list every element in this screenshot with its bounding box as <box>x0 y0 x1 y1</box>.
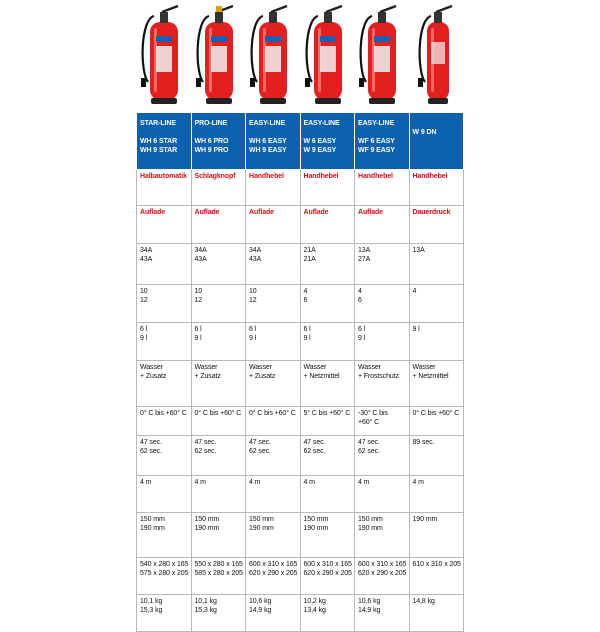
spec-value: 14,8 kg <box>412 598 435 605</box>
spec-value: 15,3 kg <box>140 607 163 614</box>
spec-value: 10,6 kg <box>358 598 381 605</box>
label-icon <box>156 36 172 42</box>
spec-cell <box>355 323 410 361</box>
fire-extinguisher-icon <box>300 2 354 110</box>
spec-value: 4 m <box>249 479 261 486</box>
spec-value: 190 mm <box>303 525 329 532</box>
spec-value: 10,1 kg <box>140 598 163 605</box>
lever-icon <box>162 6 178 12</box>
spec-value: 4 m <box>412 479 424 486</box>
spec-cell <box>246 407 301 436</box>
spec-cell <box>246 206 301 244</box>
spec-value: 550 x 280 x 165 <box>194 561 243 568</box>
spec-value: 62 sec. <box>303 448 326 455</box>
spec-value: Wasser <box>412 364 436 371</box>
spec-cell <box>300 513 355 558</box>
spec-value: 6 l <box>358 326 366 333</box>
spec-value: Wasser <box>140 364 163 371</box>
lever-icon <box>380 6 396 12</box>
spec-value: 10,1 kg <box>194 598 217 605</box>
spec-value: Auflade <box>358 209 383 216</box>
spec-row <box>137 285 464 323</box>
spec-row <box>137 407 464 436</box>
fire-extinguisher-icon <box>191 2 245 110</box>
spec-value: 0° C bis +60° C <box>412 410 460 417</box>
spec-value: 13,4 kg <box>303 607 326 614</box>
lever-icon <box>271 6 287 12</box>
spec-value: 190 mm <box>140 525 165 532</box>
fire-extinguisher-icon <box>136 2 190 110</box>
spec-value: 10 <box>140 288 148 295</box>
valve-icon <box>434 12 442 23</box>
model-label: W 9 DN <box>412 129 437 136</box>
product-line-label: EASY-LINE <box>358 120 395 127</box>
spec-row <box>137 361 464 407</box>
spec-row <box>137 436 464 476</box>
valve-icon <box>269 12 277 23</box>
spec-value: 190 mm <box>194 525 220 532</box>
spec-value: 150 mm <box>194 516 220 523</box>
spec-value: Schlagknopf <box>194 173 236 180</box>
spec-value: +60° C <box>358 419 380 426</box>
spec-cell <box>137 323 192 361</box>
spec-value: 4 <box>358 288 362 295</box>
spec-cell <box>409 558 464 595</box>
spec-value: 34A <box>249 247 262 254</box>
spec-value: Handhebel <box>358 173 393 180</box>
spec-cell <box>137 285 192 323</box>
spec-cell <box>300 323 355 361</box>
spec-value: 47 sec. <box>194 439 217 446</box>
spec-cell <box>137 595 192 632</box>
spec-value: 10 <box>194 288 203 295</box>
fire-extinguisher-icon <box>409 2 463 110</box>
knob-icon <box>216 6 222 12</box>
model-label: WH 9 STAR <box>140 147 178 154</box>
product-line-label: EASY-LINE <box>249 120 286 127</box>
spec-value: 62 sec. <box>249 448 271 455</box>
fire-extinguisher-icon <box>354 2 408 110</box>
spec-value: 12 <box>194 297 203 304</box>
model-label: WH 6 STAR <box>140 138 178 145</box>
spec-row <box>137 206 464 244</box>
nozzle-icon <box>141 78 146 87</box>
spec-value: 62 sec. <box>140 448 162 455</box>
spec-value: Auflade <box>249 209 274 216</box>
spec-value: 190 mm <box>249 525 274 532</box>
model-label: W 6 EASY <box>303 138 337 145</box>
spec-value: Wasser <box>194 364 218 371</box>
spec-row <box>137 170 464 206</box>
spec-value: 34A <box>140 247 153 254</box>
spec-cell <box>191 558 246 595</box>
model-label: WH 9 EASY <box>249 147 287 154</box>
spec-cell <box>409 595 464 632</box>
spec-value: 4 m <box>194 479 206 486</box>
model-label: W 9 EASY <box>303 147 337 154</box>
spec-cell <box>191 244 246 285</box>
header-cell <box>355 113 410 170</box>
spec-value: -30° C bis <box>358 410 388 417</box>
spec-cell <box>355 558 410 595</box>
spec-value: + Netzmittel <box>412 373 449 380</box>
fire-extinguisher-icon <box>300 2 354 110</box>
spec-cell <box>246 558 301 595</box>
base-icon <box>151 98 177 104</box>
spec-cell <box>300 206 355 244</box>
product-line-label: EASY-LINE <box>303 120 340 127</box>
spec-cell <box>246 361 301 407</box>
spec-value: 47 sec. <box>358 439 380 446</box>
spec-cell <box>137 513 192 558</box>
spec-cell <box>137 558 192 595</box>
spec-cell <box>300 285 355 323</box>
spec-cell <box>246 170 301 206</box>
spec-value: 620 x 290 x 205 <box>303 570 352 577</box>
spec-cell <box>355 476 410 513</box>
product-line-label: STAR-LINE <box>140 120 176 127</box>
label-icon <box>374 36 390 42</box>
spec-value: 610 x 310 x 205 <box>412 561 461 568</box>
label-icon <box>211 36 227 42</box>
model-label: WF 6 EASY <box>358 138 395 145</box>
spec-value: 6 <box>303 297 308 304</box>
spec-cell <box>137 407 192 436</box>
spec-table <box>136 112 464 632</box>
spec-cell <box>300 558 355 595</box>
spec-value: 9 l <box>412 326 420 333</box>
fire-extinguisher-icon <box>245 2 299 110</box>
model-label: WH 6 PRO <box>194 138 229 145</box>
spec-value: 575 x 280 x 205 <box>140 570 189 577</box>
spec-value: 0° C bis +60° C <box>194 410 242 417</box>
instructions-icon <box>265 46 281 72</box>
spec-value: 150 mm <box>140 516 165 523</box>
spec-value: 12 <box>140 297 148 304</box>
nozzle-icon <box>418 78 423 87</box>
base-icon <box>206 98 232 104</box>
spec-cell <box>409 407 464 436</box>
spec-value: 150 mm <box>249 516 274 523</box>
spec-value: 47 sec. <box>140 439 162 446</box>
spec-cell <box>355 595 410 632</box>
spec-cell <box>355 513 410 558</box>
spec-value: 13A <box>358 247 371 254</box>
valve-icon <box>378 12 386 23</box>
spec-value: + Zusatz <box>194 373 221 380</box>
base-icon <box>315 98 341 104</box>
spec-row <box>137 244 464 285</box>
spec-value: 10 <box>249 288 257 295</box>
extinguisher-image-row <box>136 0 463 112</box>
spec-cell <box>137 436 192 476</box>
spec-cell <box>191 206 246 244</box>
spec-value: Handhebel <box>303 173 339 180</box>
spec-value: 4 <box>303 288 308 295</box>
valve-icon <box>215 12 223 23</box>
nozzle-icon <box>250 78 255 87</box>
spec-row <box>137 323 464 361</box>
spec-value: Auflade <box>140 209 165 216</box>
nozzle-icon <box>359 78 364 87</box>
spec-value: 14,9 kg <box>358 607 381 614</box>
spec-cell <box>191 513 246 558</box>
model-label: WH 9 PRO <box>194 147 229 154</box>
spec-cell <box>409 436 464 476</box>
spec-cell <box>409 285 464 323</box>
spec-value: 62 sec. <box>194 448 217 455</box>
spec-cell <box>409 476 464 513</box>
product-line-label: PRO-LINE <box>194 120 228 127</box>
spec-value: Wasser <box>249 364 272 371</box>
spec-value: 6 l <box>194 326 202 333</box>
spec-cell <box>137 361 192 407</box>
spec-value: Halbautomatik <box>140 173 187 180</box>
spec-value: Auflade <box>303 209 329 216</box>
spec-value: 13A <box>412 247 425 254</box>
spec-row <box>137 558 464 595</box>
spec-value: 540 x 280 x 165 <box>140 561 189 568</box>
spec-cell <box>300 595 355 632</box>
spec-cell <box>191 436 246 476</box>
spec-value: 4 <box>412 288 417 295</box>
spec-row <box>137 476 464 513</box>
lever-icon <box>436 6 452 12</box>
spec-cell <box>355 206 410 244</box>
spec-cell <box>137 244 192 285</box>
spec-cell <box>409 244 464 285</box>
spec-row <box>137 513 464 558</box>
spec-value: + Frostschutz <box>358 373 399 380</box>
nozzle-icon <box>305 78 310 87</box>
spec-value: 12 <box>249 297 257 304</box>
spec-cell <box>191 595 246 632</box>
fire-extinguisher-icon <box>191 2 245 110</box>
spec-value: 6 l <box>249 326 257 333</box>
spec-value: 190 mm <box>358 525 383 532</box>
instructions-icon <box>374 46 390 72</box>
spec-value: 5° C bis +60° C <box>303 410 351 417</box>
spec-cell <box>409 361 464 407</box>
lever-icon <box>326 6 342 12</box>
instructions-icon <box>320 46 336 72</box>
header-cell <box>409 113 464 170</box>
spec-value: + Zusatz <box>140 373 167 380</box>
model-label: WH 6 EASY <box>249 138 287 145</box>
spec-cell <box>355 170 410 206</box>
valve-icon <box>160 12 168 23</box>
spec-value: 9 l <box>303 335 311 342</box>
fire-extinguisher-icon <box>136 2 190 110</box>
spec-cell <box>137 206 192 244</box>
instructions-icon <box>211 46 227 72</box>
spec-value: Wasser <box>358 364 381 371</box>
fire-extinguisher-icon <box>409 2 463 110</box>
spec-cell <box>300 170 355 206</box>
spec-value: 21A <box>303 256 316 263</box>
instructions-icon <box>431 42 445 64</box>
spec-cell <box>300 244 355 285</box>
spec-value: 150 mm <box>303 516 329 523</box>
spec-value: 9 l <box>249 335 257 342</box>
header-cell <box>246 113 301 170</box>
base-icon <box>260 98 286 104</box>
spec-value: 9 l <box>194 335 202 342</box>
spec-value: 14,9 kg <box>249 607 272 614</box>
fire-extinguisher-icon <box>245 2 299 110</box>
spec-cell <box>355 361 410 407</box>
spec-value: 43A <box>249 256 262 263</box>
header-cell <box>300 113 355 170</box>
spec-value: 47 sec. <box>303 439 326 446</box>
spec-cell <box>137 476 192 513</box>
spec-value: 27A <box>358 256 371 263</box>
header-row <box>137 113 464 170</box>
spec-cell <box>300 436 355 476</box>
spec-value: 6 <box>358 297 362 304</box>
spec-value: 9 l <box>140 335 148 342</box>
spec-value: 6 l <box>303 326 311 333</box>
spec-cell <box>300 407 355 436</box>
spec-value: 89 sec. <box>412 439 435 446</box>
spec-cell <box>355 407 410 436</box>
spec-value: 47 sec. <box>249 439 271 446</box>
spec-cell <box>409 513 464 558</box>
spec-cell <box>191 170 246 206</box>
spec-value: 4 m <box>140 479 152 486</box>
model-label: WF 9 EASY <box>358 147 395 154</box>
spec-value: Auflade <box>194 209 220 216</box>
spec-cell <box>355 244 410 285</box>
spec-cell <box>300 361 355 407</box>
spec-value: 10,2 kg <box>303 598 326 605</box>
spec-cell <box>409 206 464 244</box>
spec-value: 4 m <box>303 479 315 486</box>
label-icon <box>320 36 336 42</box>
spec-value: 62 sec. <box>358 448 380 455</box>
spec-value: + Zusatz <box>249 373 276 380</box>
spec-value: Handhebel <box>249 173 284 180</box>
spec-cell <box>300 476 355 513</box>
spec-cell <box>191 285 246 323</box>
spec-value: Handhebel <box>412 173 448 180</box>
spec-value: 0° C bis +60° C <box>249 410 296 417</box>
spec-cell <box>246 513 301 558</box>
spec-sheet <box>136 0 463 614</box>
spec-value: 600 x 310 x 165 <box>358 561 407 568</box>
spec-value: 150 mm <box>358 516 383 523</box>
spec-cell <box>246 285 301 323</box>
spec-value: 4 m <box>358 479 370 486</box>
spec-value: 600 x 310 x 165 <box>303 561 352 568</box>
spec-cell <box>191 476 246 513</box>
spec-cell <box>355 436 410 476</box>
spec-value: Wasser <box>303 364 327 371</box>
header-cell <box>137 113 192 170</box>
spec-cell <box>191 407 246 436</box>
spec-value: 10,6 kg <box>249 598 272 605</box>
spec-cell <box>246 595 301 632</box>
fire-extinguisher-icon <box>354 2 408 110</box>
header-cell <box>191 113 246 170</box>
spec-value: 43A <box>194 256 207 263</box>
valve-icon <box>324 12 332 23</box>
spec-cell <box>409 170 464 206</box>
spec-value: 600 x 310 x 165 <box>249 561 298 568</box>
spec-value: Dauerdruck <box>412 209 451 216</box>
spec-value: 0° C bis +60° C <box>140 410 187 417</box>
instructions-icon <box>156 46 172 72</box>
nozzle-icon <box>196 78 201 87</box>
spec-cell <box>137 170 192 206</box>
base-icon <box>369 98 395 104</box>
spec-value: 15,3 kg <box>194 607 217 614</box>
spec-value: + Netzmittel <box>303 373 340 380</box>
spec-value: 9 l <box>358 335 366 342</box>
base-icon <box>428 98 448 104</box>
spec-cell <box>191 323 246 361</box>
spec-value: 620 x 290 x 205 <box>249 570 298 577</box>
spec-value: 34A <box>194 247 207 254</box>
spec-cell <box>246 244 301 285</box>
spec-row <box>137 595 464 632</box>
spec-value: 190 mm <box>412 516 438 523</box>
spec-value: 21A <box>303 247 316 254</box>
spec-value: 6 l <box>140 326 148 333</box>
spec-value: 585 x 280 x 205 <box>194 570 243 577</box>
spec-value: 43A <box>140 256 153 263</box>
label-icon <box>265 36 281 42</box>
spec-cell <box>246 476 301 513</box>
spec-cell <box>355 285 410 323</box>
spec-cell <box>191 361 246 407</box>
spec-cell <box>409 323 464 361</box>
spec-value: 620 x 290 x 205 <box>358 570 407 577</box>
spec-cell <box>246 436 301 476</box>
spec-cell <box>246 323 301 361</box>
